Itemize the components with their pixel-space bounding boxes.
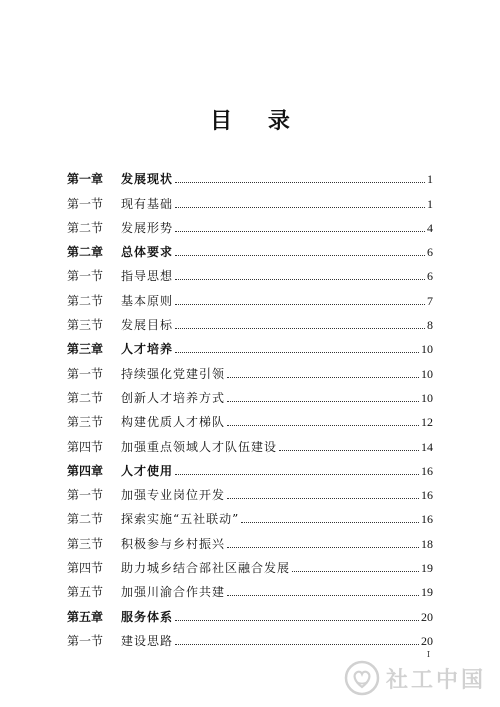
toc-entry-label: 第四章 <box>67 463 104 478</box>
toc-entry-label: 第一节 <box>67 269 104 284</box>
toc-entry-title: 指导思想 <box>121 269 174 284</box>
toc-entry-page-number: 10 <box>421 366 433 381</box>
toc-entry-page-number: 20 <box>421 633 433 648</box>
toc-entry-title: 助力城乡结合部社区融合发展 <box>121 561 291 576</box>
dot-leader <box>279 449 419 451</box>
toc-entry-page-number: 19 <box>421 585 433 600</box>
toc-section-entry[interactable] <box>67 526 433 550</box>
toc-entry-page-number: 1 <box>427 172 433 187</box>
dot-leader <box>175 351 419 353</box>
toc-section-entry[interactable] <box>67 478 433 502</box>
toc-entry-label: 第三节 <box>67 536 104 551</box>
toc-entry-label: 第二节 <box>67 293 104 308</box>
toc-entry-title: 发展现状 <box>121 172 174 187</box>
toc-entry-label: 第二节 <box>67 220 104 235</box>
watermark-text: 社工中国 <box>385 667 486 693</box>
toc-entry-page-number: 4 <box>427 220 433 235</box>
toc-entry-title: 加强川渝合作共建 <box>121 585 226 600</box>
dot-leader <box>175 254 425 256</box>
dot-leader <box>175 619 419 621</box>
toc-entry-page-number: 19 <box>421 561 433 576</box>
toc-section-entry[interactable] <box>67 259 433 283</box>
dot-leader <box>175 181 425 183</box>
toc-section-entry[interactable] <box>67 429 433 453</box>
toc-entry-label: 第五章 <box>67 609 104 624</box>
dot-leader <box>175 327 425 329</box>
toc-entry-title: 服务体系 <box>121 609 174 624</box>
toc-entry-label: 第三章 <box>67 342 104 357</box>
heart-hands-logo-icon <box>344 660 380 696</box>
watermark <box>344 660 486 696</box>
toc-entry-page-number: 16 <box>421 512 433 527</box>
toc-chapter-entry[interactable] <box>67 162 433 186</box>
toc-entry-label: 第四节 <box>67 439 104 454</box>
toc-entry-title: 构建优质人才梯队 <box>121 415 226 430</box>
dot-leader <box>175 303 425 305</box>
toc-section-entry[interactable] <box>67 186 433 210</box>
toc-entry-label: 第一章 <box>67 172 104 187</box>
dot-leader <box>175 643 419 645</box>
toc-entry-page-number: 7 <box>427 293 433 308</box>
toc-section-entry[interactable] <box>67 502 433 526</box>
dot-leader <box>292 570 419 572</box>
dot-leader <box>227 497 419 499</box>
toc-section-entry[interactable] <box>67 381 433 405</box>
toc-section-entry[interactable] <box>67 356 433 380</box>
dot-leader <box>227 400 419 402</box>
toc-entry-page-number: 10 <box>421 390 433 405</box>
toc-entry-label: 第三节 <box>67 318 104 333</box>
footer-page-number: I <box>426 650 430 659</box>
toc-entry-title: 发展形势 <box>121 220 174 235</box>
toc-entry-page-number: 6 <box>427 269 433 284</box>
dot-leader <box>175 206 425 208</box>
toc-entry-label: 第二节 <box>67 390 104 405</box>
toc-entry-page-number: 1 <box>427 196 433 211</box>
toc-entry-title: 发展目标 <box>121 318 174 333</box>
toc-title: 目 录 <box>210 109 304 134</box>
toc-entry-page-number: 14 <box>421 439 433 454</box>
toc-entry-label: 第一节 <box>67 196 104 211</box>
toc-section-entry[interactable] <box>67 551 433 575</box>
toc-entry-title: 总体要求 <box>121 245 174 260</box>
toc-entry-label: 第一节 <box>67 488 104 503</box>
toc-entry-title: 建设思路 <box>121 633 174 648</box>
dot-leader <box>175 278 425 280</box>
toc-entry-title: 积极参与乡村振兴 <box>121 536 226 551</box>
toc-chapter-entry[interactable] <box>67 599 433 623</box>
toc-entry-label: 第一节 <box>67 633 104 648</box>
toc-entry-label: 第二节 <box>67 512 104 527</box>
toc-chapter-entry[interactable] <box>67 454 433 478</box>
dot-leader <box>227 546 419 548</box>
toc-entry-label: 第三节 <box>67 415 104 430</box>
toc-entry-title: 基本原则 <box>121 293 174 308</box>
toc-entry-label: 第二章 <box>67 245 104 260</box>
toc-entry-page-number: 16 <box>421 463 433 478</box>
toc-entry-page-number: 16 <box>421 488 433 503</box>
dot-leader <box>227 594 419 596</box>
toc-entry-page-number: 8 <box>427 318 433 333</box>
toc-entry-title: 加强专业岗位开发 <box>121 488 226 503</box>
toc-section-entry[interactable] <box>67 308 433 332</box>
toc-entry-title: 探索实施“五社联动” <box>121 512 240 527</box>
toc-entry-title: 人才使用 <box>121 463 174 478</box>
dot-leader <box>241 521 419 523</box>
toc-entry-title: 创新人才培养方式 <box>121 390 226 405</box>
toc-section-entry[interactable] <box>67 624 433 648</box>
toc-entry-title: 现有基础 <box>121 196 174 211</box>
dot-leader <box>175 473 419 475</box>
toc-entry-page-number: 10 <box>421 342 433 357</box>
toc-entry-title: 人才培养 <box>121 342 174 357</box>
toc-chapter-entry[interactable] <box>67 332 433 356</box>
toc-entry-label: 第一节 <box>67 366 104 381</box>
toc-section-entry[interactable] <box>67 405 433 429</box>
table-of-contents <box>67 162 433 648</box>
toc-entry-label: 第五节 <box>67 585 104 600</box>
toc-entry-title: 持续强化党建引领 <box>121 366 226 381</box>
toc-entry-title: 加强重点领域人才队伍建设 <box>121 439 278 454</box>
dot-leader <box>227 424 419 426</box>
toc-entry-page-number: 20 <box>421 609 433 624</box>
toc-section-entry[interactable] <box>67 283 433 307</box>
dot-leader <box>175 230 425 232</box>
dot-leader <box>227 376 419 378</box>
toc-section-entry[interactable] <box>67 211 433 235</box>
toc-section-entry[interactable] <box>67 575 433 599</box>
toc-entry-label: 第四节 <box>67 561 104 576</box>
toc-chapter-entry[interactable] <box>67 235 433 259</box>
toc-entry-page-number: 18 <box>421 536 433 551</box>
toc-entry-page-number: 12 <box>421 415 433 430</box>
toc-entry-page-number: 6 <box>427 245 433 260</box>
